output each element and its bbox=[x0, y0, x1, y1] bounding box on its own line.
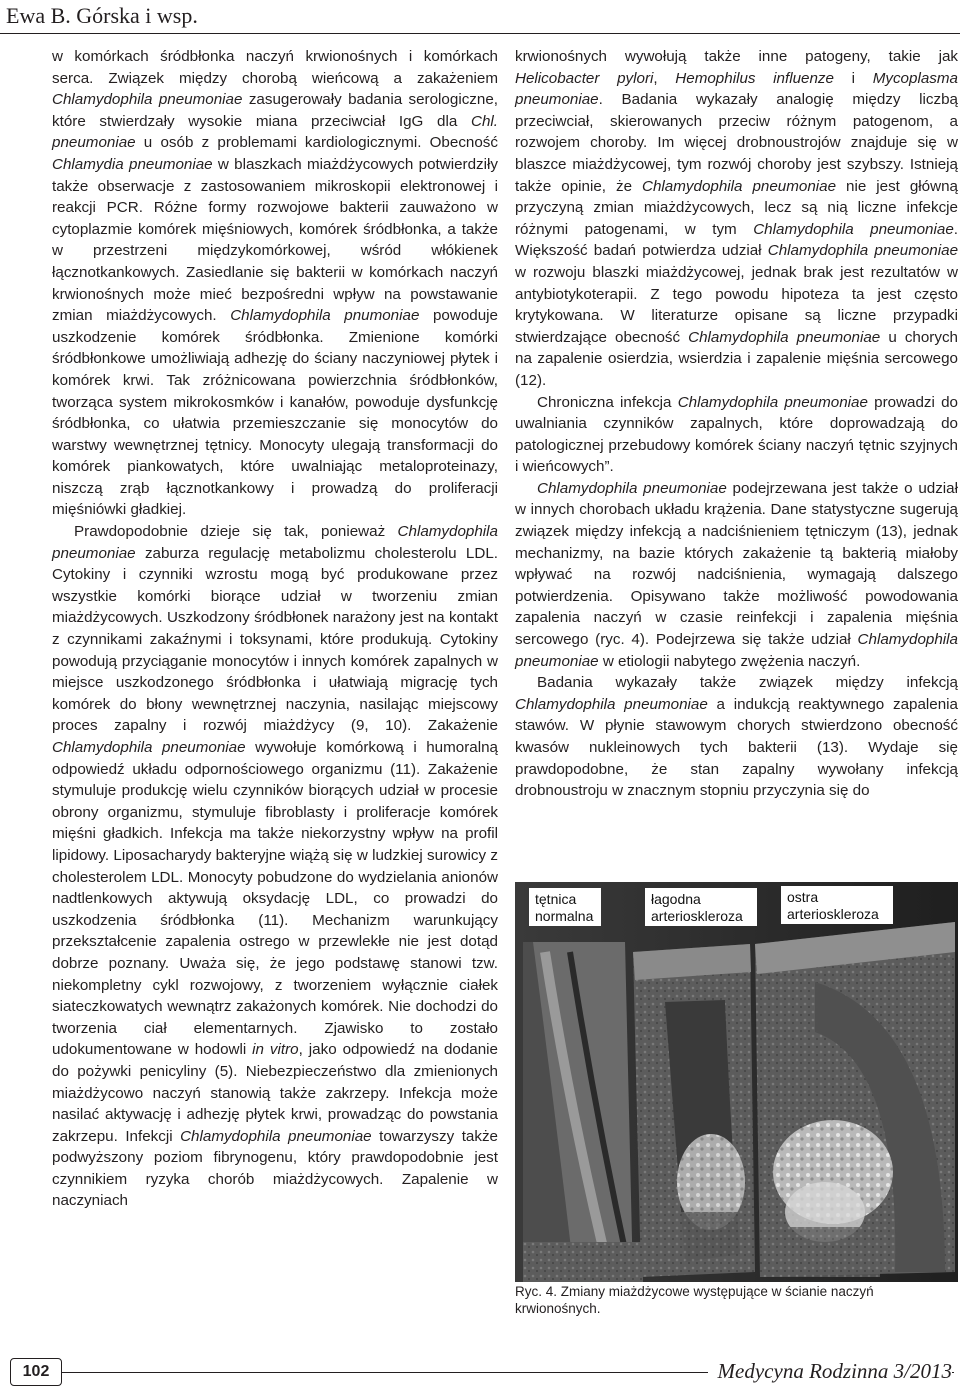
text-run: , jako odpowiedź na dodanie do pożywki penicyliny (5). Niebezpieczeństwo dla zmienionych miażdżycowo naczyń stanowią także zakrzepy. Infekcja może nasilać aktywację i adhezję płytek krwi, prowadząc do powstania zakrzepu. Infekcji bbox=[52, 1041, 498, 1145]
italic-term: Chlamydophila pneumoniae bbox=[515, 631, 958, 670]
page-number: 102 bbox=[10, 1358, 62, 1386]
figure-caption: Ryc. 4. Zmiany miażdżycowe występujące w ścianie naczyń krwionośnych. bbox=[515, 1284, 874, 1316]
running-head-authors: Ewa B. Górska i wsp. bbox=[6, 3, 198, 28]
acute-atherosclerosis-segment bbox=[755, 922, 955, 1277]
italic-term: Chlamydophila pneumoniae bbox=[515, 695, 708, 713]
italic-term: Chlamydophila pneumoniae bbox=[52, 91, 243, 109]
right-text-column bbox=[515, 46, 958, 802]
text-run: . Większość badań potwierdza udział bbox=[515, 220, 958, 260]
italic-term: Chlamydophila pneumoniae bbox=[688, 328, 881, 346]
figure-artery-illustration bbox=[515, 882, 958, 1282]
italic-term: Chlamydophila pneumoniae bbox=[767, 242, 959, 260]
text-run: u osób z problemami kardiologicznymi. Obecność bbox=[135, 134, 498, 152]
text-run: Chroniczna infekcja bbox=[537, 393, 678, 411]
artery-illustration bbox=[515, 882, 958, 1282]
italic-term: Helicobacter pylori bbox=[515, 69, 654, 87]
page-footer bbox=[0, 1353, 960, 1389]
italic-term: Chlamydophila pneumoniae bbox=[753, 220, 954, 238]
text-run: nie jest główną przyczyną zmian miażdżycowych, lecz są nią liczne infekcje różnymi patogenami, w tym bbox=[515, 177, 958, 238]
left-text-column bbox=[52, 46, 498, 1212]
text-run: zaburza regulację metabolizmu cholesterolu LDL. Cytokiny i czynniki wzrostu mogą być produkowane przez wszystkie komórki biorące udział w tworzeniu zmian miażdżycowych. Uszkodzony śródbłonek narażony jest na kontakt z czynnikami zakaźnymi i toksynami, które produkują. Cytokiny powodują przyciąganie monocytów i innych komórek zapalnych w miejsce uszkodzonego śródbłonka i ułatwiają migrację tych komórek do błony wewnętrznej naczynia, nasilając miejscowy proces zapalny i rozwój miażdżycy (9, 10). Zakażenie bbox=[52, 544, 498, 735]
text-run: towarzyszy także podwyższony poziom fibrynogenu, który prawdopodobnie jest czynnikiem ryzyka chorób miażdżycowych. Zapalenie w naczyniach bbox=[52, 1127, 498, 1210]
paragraph bbox=[52, 521, 498, 1212]
paragraph bbox=[515, 478, 958, 672]
text-run: a indukcją reaktywnego zapalenia stawów. W płynie stawowym chorych stwierdzono obecność kwasów nukleinowych tych bakterii (13). Wydaje się prawdopodobne, że stan zapalny wywołany infekcją drobnoustroju w znacznym stopniu przyczynia się do bbox=[515, 695, 959, 800]
text-run: prowadzi do uwalniania czynników zapalnych, które doprowadzają do patologicznej przebudowy komórek ściany naczyń tętnic szyjnych i wieńcowych”. bbox=[515, 393, 958, 476]
text-run: i bbox=[833, 69, 873, 87]
text-run: powoduje uszkodzenie komórek śródbłonka. Zmienione komórki śródbłonkowe umożliwiają adhezję do ściany naczyniowej płytek i komórek krwi. Tak zróżnicowana powierzchnia śródbłonków, tworząca system mikrokosmków i kanałów, powoduje dysfunkcję śródbłonka, co ułatwia przemieszczanie się monocytów do warstwy wewnętrznej tętnicy. Monocyty ulegają transformacji do komórek piankowatych, które uwalniając metaloproteinazy, niszczą zrąb łącznotkankowy i prowadzą do proliferacji mięśniówki gładkiej. bbox=[52, 307, 498, 519]
text-run: w blaszkach miażdżycowych potwierdziły także obserwacje z zastosowaniem mikroskopii elektronowej i reakcji PCR. Różne formy rozwojowe bakterii zauważono w cytoplazmie komórek mięśniowych, komórek śródbłonka, a także w przestrzeni międzykomórkowej, wśród włókienek łącznotkankowych. Zasiedlanie się bakterii w komórkach naczyń krwionośnych może mieć bezpośredni wpływ na powstawanie zmian miażdżycowych. bbox=[52, 155, 498, 325]
mild-atherosclerosis-segment bbox=[633, 944, 755, 1277]
text-run: , bbox=[653, 69, 676, 87]
running-head bbox=[0, 0, 960, 34]
italic-term: in vitro bbox=[252, 1041, 299, 1059]
text-run: Badania wykazały także związek między infekcją bbox=[537, 674, 958, 692]
italic-term: Chlamydophila pneumoniae bbox=[642, 177, 837, 195]
italic-term: Chlamydophila pnumoniae bbox=[230, 307, 420, 325]
journal-name: Medycyna Rodzinna 3/2013 bbox=[708, 1359, 952, 1384]
text-run: . Badania wykazały analogię między liczbą przeciwciał, skierowanych przeciw różnym patogenom, a rozwojem choroby. Im więcej drobnoustrojów znajduje się w blaszce miażdżycowej, tym rozwój choroby jest szybszy. Istnieją także opinie, że bbox=[515, 91, 958, 195]
italic-term: Chlamydophila pneumoniae bbox=[537, 479, 727, 497]
label-acute-atherosclerosis-line1: ostra bbox=[787, 889, 819, 905]
label-mild-atherosclerosis-line2: arterioskleroza bbox=[651, 908, 743, 924]
italic-term: Chlamydophila pneumoniae bbox=[180, 1127, 372, 1145]
italic-term: Hemophilus influenze bbox=[675, 69, 834, 87]
text-run: zasugerowały badania serologiczne, które stwierdzały wysokie miana przeciwciał IgG dla bbox=[52, 91, 499, 130]
paragraph bbox=[515, 46, 958, 392]
text-run: u chorych na zapalenie osierdzia, wsierdzia i zapalenie mięśnia sercowego (12). bbox=[515, 328, 958, 389]
text-run: Prawdopodobnie dzieje się tak, ponieważ bbox=[74, 523, 398, 541]
normal-artery-segment bbox=[523, 942, 643, 1282]
paragraph bbox=[52, 46, 498, 521]
label-acute-atherosclerosis-line2: arterioskleroza bbox=[787, 906, 879, 922]
label-mild-atherosclerosis-line1: łagodna bbox=[651, 891, 701, 907]
label-normal-artery-line1: tętnica bbox=[535, 891, 577, 907]
italic-term: Chlamydophila pneumoniae bbox=[677, 393, 868, 411]
italic-term: Chlamydia pneumoniae bbox=[52, 155, 213, 173]
paragraph bbox=[515, 672, 958, 802]
text-run: podejrzewana jest także o udział w innych chorobach układu krążenia. Dane statystyczne sugerują związek między infekcją a nadciśnieniem tętniczym (13), jednak mechanizmy, na bazie których zakażenie tą bakterią miałoby wpływać na rozwój nadciśnienia, wymagają dalszego potwierdzenia. Opisywano także możliwość powodowania zapalenia naczyń w czasie reinfekcji i zapalenia mięśnia sercowego (ryc. 4). Podejrzewa się także udział bbox=[515, 479, 958, 649]
text-run: wywołuje komórkową i humoralną odpowiedź układu odpornościowego organizmu (11). Zakażenie stymuluje produkcję wielu czynników biorących udział w procesie obrony organizmu, stymuluje fibroblasty i proliferacje komórek mięśni gładkich. Infekcja ma także niekorzystny wpływ na profil lipidowy. Liposacharydy bakteryjne wiążą się w ludzkiej surowicy z cholesterolem LDL. Monocyty pobudzone do wydzielania anionów nadtlenkowych aktywują oksydację LDL, co prowadzi do uszkodzenia śródbłonka (11). Mechanizm warunkujący przekształcenie zapalenia ostrego w przewlekłe nie jest dotąd dobrze poznany. Uważa się, że jego podstawę stanowi tzw. niekompletny cykl rozwojowy, z tworzeniem wyłącznie ciałek siateczkowatych wewnątrz zakażonych komórek. Nie dochodzi do tworzenia ciał elementarnych. Zjawisko to zostało udokumentowane w hodowli bbox=[52, 739, 498, 1059]
text-run: krwionośnych wywołują także inne patogeny, takie jak bbox=[515, 48, 958, 65]
italic-term: Chlamydophila pneumoniae bbox=[52, 523, 498, 562]
label-normal-artery-line2: normalna bbox=[535, 908, 594, 924]
text-run: w rozwoju blaszki miażdżycowej, jednak brak jest rezultatów w antybiotykoterapii. Z tego powodu hipoteza ta jest często krytykowana. W literaturze opisane są liczne przypadki stwierdzające obecność bbox=[515, 263, 958, 346]
italic-term: Chl. pneumoniae bbox=[52, 112, 498, 152]
paragraph bbox=[515, 392, 958, 478]
text-run: w etiologii nabytego zwężenia naczyń. bbox=[598, 652, 861, 670]
text-run: w komórkach śródbłonka naczyń krwionośnych i komórkach serca. Związek między chorobą wieńcową a zakażeniem bbox=[52, 48, 498, 87]
italic-term: Mycoplasma pneumoniae bbox=[515, 69, 958, 109]
italic-term: Chlamydophila pneumoniae bbox=[52, 739, 246, 756]
